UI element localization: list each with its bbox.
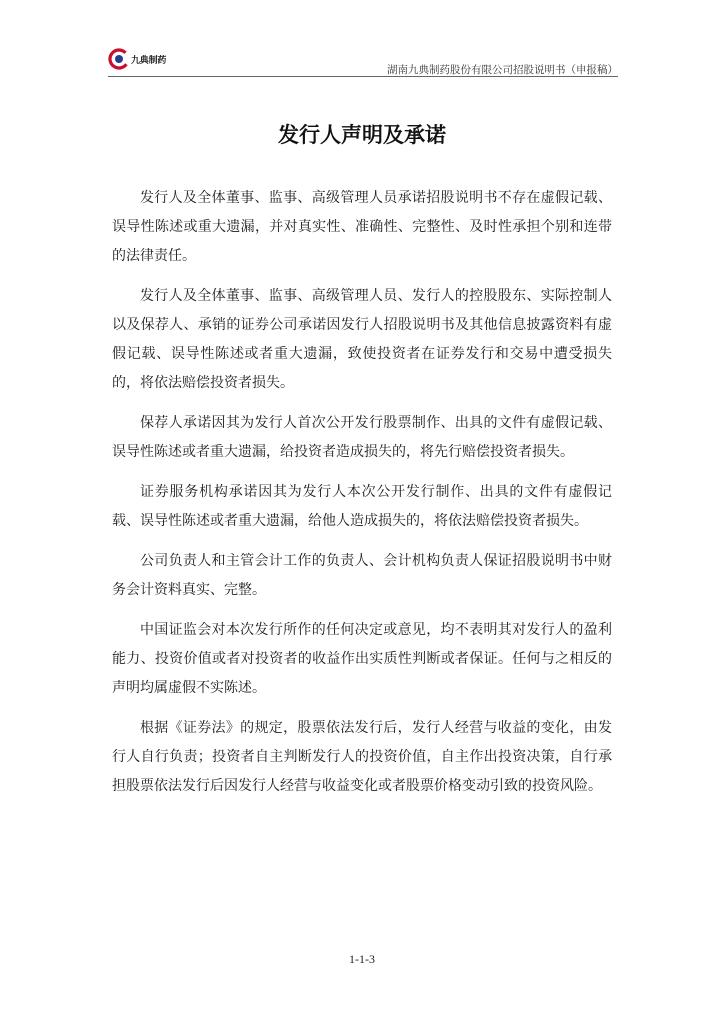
paragraph-6: 中国证监会对本次发行所作的任何决定或意见，均不表明其对发行人的盈利能力、投资价值或者对投资者的收益作出实质性判断或者保证。任何与之相反的声明均属虚假不实陈述。: [112, 622, 612, 696]
page-title: 发行人声明及承诺: [278, 123, 446, 147]
paragraph-2: 发行人及全体董事、监事、高级管理人员、发行人的控股股东、实际控制人以及保荐人、承销的证券公司承诺因发行人招股说明书及其他信息披露资料有虚假记载、误导性陈述或者重大遗漏，致使投资者在证券发行和交易中遭受损失的，将依法赔偿投资者损失。: [112, 288, 612, 391]
header-divider: [108, 76, 618, 77]
paragraph-5: 公司负责人和主管会计工作的负责人、会计机构负责人保证招股说明书中财务会计资料真实、完整。: [112, 553, 612, 598]
company-logo: [108, 46, 166, 72]
paragraph-7: 根据《证券法》的规定，股票依法发行后，发行人经营与收益的变化，由发行人自行负责；投资者自主判断发行人的投资价值，自主作出投资决策，自行承担股票依法发行后因发行人经营与收益变化或者股票价格变动引致的投资风险。: [112, 720, 612, 794]
page-number: 1-1-3: [349, 952, 375, 966]
page-header: [108, 46, 618, 76]
paragraph-3: 保荐人承诺因其为发行人首次公开发行股票制作、出具的文件有虚假记载、误导性陈述或者重大遗漏，给投资者造成损失的，将先行赔偿投资者损失。: [112, 415, 612, 460]
logo-text: 九典制药: [131, 55, 167, 66]
paragraph-1: 发行人及全体董事、监事、高级管理人员承诺招股说明书不存在虚假记载、误导性陈述或重大遗漏，并对真实性、准确性、完整性、及时性承担个别和连带的法律责任。: [112, 190, 612, 264]
jiudian-logo-icon: [108, 48, 130, 70]
document-header-title: 湖南九典制药股份有限公司招股说明书（申报稿）: [387, 64, 618, 76]
paragraph-4: 证券服务机构承诺因其为发行人本次公开发行制作、出具的文件有虚假记载、误导性陈述或者重大遗漏，给他人造成损失的，将依法赔偿投资者损失。: [112, 484, 612, 529]
document-body: [112, 184, 612, 812]
